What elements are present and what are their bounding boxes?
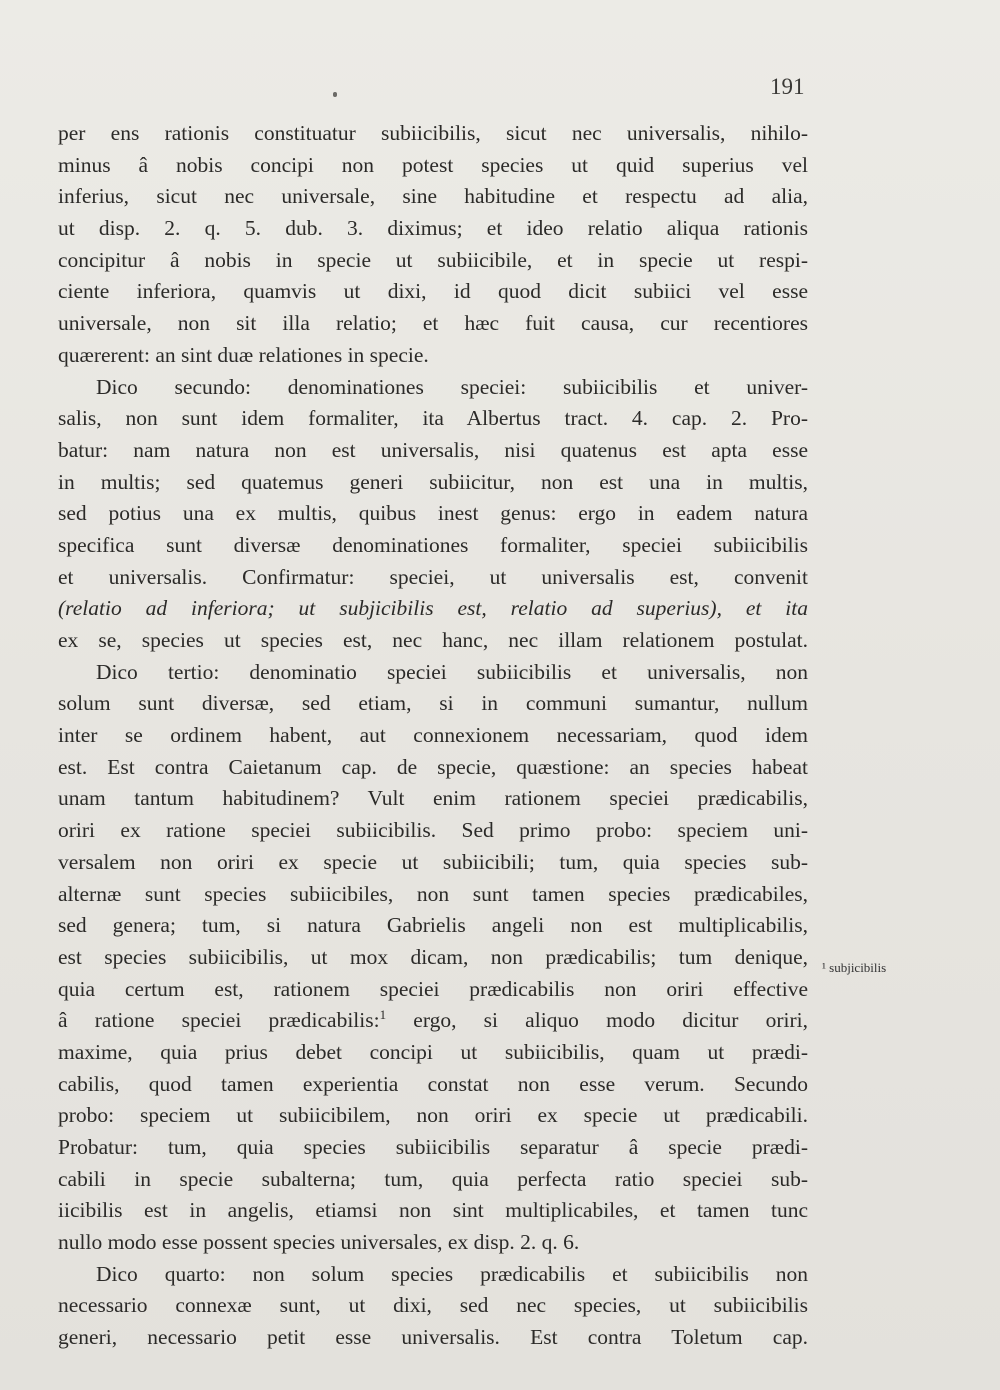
text-line: per ens rationis constituatur subiicibilis, sicut nec universalis, nihilo-	[58, 121, 808, 145]
ink-speck	[333, 92, 337, 97]
text-fragment: ergo, si aliquo modo dicitur oriri,	[386, 1008, 808, 1033]
text-line: et universalis. Confirmatur: speciei, ut universalis est, convenit	[58, 564, 808, 589]
text-line: universale, non sit illa relatio; et hæc fuit causa, cur recentiores	[58, 311, 808, 336]
text-line: Dico tertio: denominatio speciei subiicibilis et universalis, non	[96, 659, 808, 684]
text-line: salis, non sunt idem formaliter, ita Albertus tract. 4. cap. 2. Pro-	[58, 406, 808, 431]
text-line: Dico secundo: denominationes speciei: subiicibilis et univer-	[96, 374, 808, 399]
text-line: sed potius una ex multis, quibus inest genus: ergo in eadem natura	[58, 501, 808, 526]
text-line: Dico quarto: non solum species prædicabilis et subiicibilis non	[96, 1261, 808, 1286]
text-line: ut disp. 2. q. 5. dub. 3. diximus; et ideo relatio aliqua rationis	[58, 216, 808, 241]
text-line: minus â nobis concipi non potest species ut quid superius vel	[58, 152, 808, 177]
page-number: 191	[770, 74, 805, 99]
text-line: cabilis, quod tamen experientia constat non esse verum. Secundo	[58, 1071, 808, 1096]
text-line: inferius, sicut nec universale, sine habitudine et respectu ad alia,	[58, 184, 808, 209]
text-line: quærerent: an sint duæ relationes in specie.	[58, 342, 429, 367]
text-line: unam tantum habitudinem? Vult enim rationem speciei prædicabilis,	[58, 786, 808, 811]
text-line: quia certum est, rationem speciei prædicabilis non oriri effective	[58, 976, 808, 1001]
body-text	[58, 118, 808, 1354]
text-line: maxime, quia prius debet concipi ut subiicibilis, quam ut prædi-	[58, 1039, 808, 1064]
text-line: concipitur â nobis in specie ut subiicibile, et in specie ut respi-	[58, 247, 808, 272]
margin-footnote: ¹ subjicibilis	[822, 960, 887, 975]
text-line: ex se, species ut species est, nec hanc, nec illam relationem postulat.	[58, 628, 808, 652]
text-line: nullo modo esse possent species universales, ex disp. 2. q. 6.	[58, 1230, 580, 1255]
text-line: Probatur: tum, quia species subiicibilis separatur â specie prædi-	[58, 1135, 808, 1159]
text-line: oriri ex ratione speciei subiicibilis. Sed primo probo: speciem uni-	[58, 818, 808, 843]
text-line: specifica sunt diversæ denominationes formaliter, speciei subiicibilis	[58, 532, 808, 557]
text-line: versalem non oriri ex specie ut subiicibili; tum, quia species sub-	[58, 849, 808, 874]
text-line: inter se ordinem habent, aut connexionem necessariam, quod idem	[58, 723, 808, 748]
text-line: est species subiicibilis, ut mox dicam, non prædicabilis; tum denique,	[58, 944, 808, 969]
text-line: solum sunt diversæ, sed etiam, si in communi sumantur, nullum	[58, 691, 808, 716]
text-line: (relatio ad inferiora; ut subjicibilis est, relatio ad superius), et ita	[58, 596, 808, 621]
text-line: iicibilis est in angelis, etiamsi non sint multiplicabiles, et tamen tunc	[58, 1198, 808, 1223]
text-line: ciente inferiora, quamvis ut dixi, id quod dicit subiici vel esse	[58, 279, 808, 304]
text-fragment: â ratione speciei prædicabilis:	[58, 1008, 380, 1033]
text-line: cabili in specie subalterna; tum, quia perfecta ratio speciei sub-	[58, 1166, 808, 1191]
text-line: necessario connexæ sunt, ut dixi, sed nec species, ut subiicibilis	[58, 1293, 808, 1318]
text-line: in multis; sed quatemus generi subiicitur, non est una in multis,	[58, 469, 808, 494]
text-line: generi, necessario petit esse universalis. Est contra Toletum cap.	[58, 1325, 808, 1350]
text-line-with-footnote	[58, 1005, 808, 1037]
text-line: probo: speciem ut subiicibilem, non oriri ex specie ut prædicabili.	[58, 1103, 808, 1128]
text-line: sed genera; tum, si natura Gabrielis angeli non est multiplicabilis,	[58, 913, 808, 938]
text-line: alternæ sunt species subiicibiles, non sunt tamen species prædicabiles,	[58, 881, 808, 906]
text-line: batur: nam natura non est universalis, nisi quatenus est apta esse	[58, 437, 808, 462]
footnote-reference: 1	[379, 1007, 387, 1023]
text-line: est. Est contra Caietanum cap. de specie, quæstione: an species habeat	[58, 754, 808, 779]
